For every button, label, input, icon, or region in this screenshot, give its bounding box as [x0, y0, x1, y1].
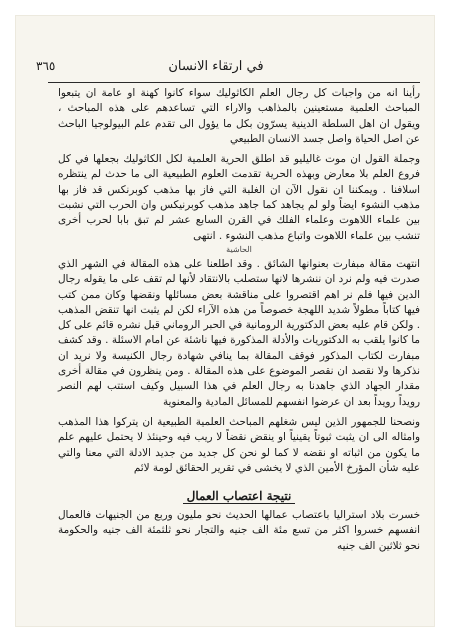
- header-title: في ارتقاء الانسان: [168, 59, 264, 74]
- main-text: [58, 86, 420, 554]
- header-rule: [48, 82, 420, 83]
- paragraph-2: وجملة القول ان موت غاليليو قد اطلق الحرية العلمية لكل الكاثوليك بجعلها في كل فروع العلم بلا معارض وبهذه الحرية تقدمت العلوم الطبيعية الى ما حدث لم ينتظره اسلافنا . ويمكننا ان نقول الآن ان الغلبة التي فاز بها مذهب كوبرنكس قد فاز بها مذهب النشوء ايضاً ولو لم يجاهد كما جاهد مذهب كوبرنيكس وان الحرب التي نشبت بين علماء اللاهوت وعلماء الفلك في القرن السابع عشر لم تبق بابا لحرب أخرى تنشب بين علماء اللاهوت واتباع مذهب النشوء . انتهى: [58, 153, 420, 242]
- side-note: الحاشية: [226, 244, 252, 254]
- running-header: [30, 58, 402, 78]
- paragraph-3: انتهت مقالة مبفارت بعنوانها الشائق . وقد اطلعنا على هذه المقالة في الشهر الذي صدرت فيه ولم نرد ان ننشرها لانها ستصلب بالانتقاد لأنها لم تقف على ما يقوله رجال الدين فيها فلم نر اهم اقتصروا على مناقشة بعض مسائلها ونقضها وكان ممن كتب فيها كتاباً مطولاً شديد اللهجة خصوصاً من هذه الآراء لكن لم يثبت انها تنقض المذهب . ولكن قام عليه بعض الدكتورية الرومانية في الحبر الروماني قبل نشره قائم على كل ما كانوا يلقب به الدكتوريات والأدلة المذكورة فيها ناشئة عن امام الاسئلة . وقد كشف مبفارت لكتاب المذكور فوقف المقالة بما ينافي شهادة رجال الكنيسة ولا نريد ان نذكرها ولا نقصد ان نقصر الموضوع على هذه المقالة . ومن ينظرون في مقالة أخرى مقدار الجهاد الذي جاهدنا به رجال العلم في هذا السبيل وكيف استتب لهم النصر رويداً رويداً بعد ان عرضوا انفسهم للمسائل المادية والمعنوية: [58, 257, 420, 408]
- section-heading: [58, 488, 420, 504]
- page-number: ٣٦٥: [36, 59, 56, 73]
- paragraph-4: ونصحنا للجمهور الذين ليس شغلهم المباحث العلمية الطبيعية ان يتركوا هذا المذهب وامثاله الى ان يثبت ثبوتاً يقينياً او ينقض نقضاً لا ريب فيه وحينئذ لا يحتمل عليهم علم ما يكون من اثباته او نقضه لا كما لو نحن كل جديد من جديد الادلة التي معنا والتي عليه شأن المؤرخ الأمين الذي لا يخشى في تقرير الحقائق لومة لائم: [58, 415, 420, 474]
- section-paragraph: خسرت بلاد استراليا باعتصاب عمالها الحديث نحو مليون وربع من الجنيهات فالعمال انفسهم خسروا اكثر من تسع مئة الف جنيه والتجار نحو ثلثمئة الف جنيه والحكومة نحو ثلاثين الف جنيه: [58, 509, 420, 552]
- section-heading-text: نتيجة اعتصاب العمال: [183, 489, 296, 504]
- paragraph-1: رأينا انه من واجبات كل رجال العلم الكاثوليك سواء كانوا كهنة او عامة ان يتبعوا المباحث العلمية مستعينين بالمذاهب والاراء التي تساعدهم على هذه المباحث ، ويقول ان اهل السلطة الدينية يسرّون بكل ما يؤول الى تقدم علم البيولوجيا الباحث عن اصل الحياة واصل جسد الانسان الطبيعي: [58, 87, 420, 145]
